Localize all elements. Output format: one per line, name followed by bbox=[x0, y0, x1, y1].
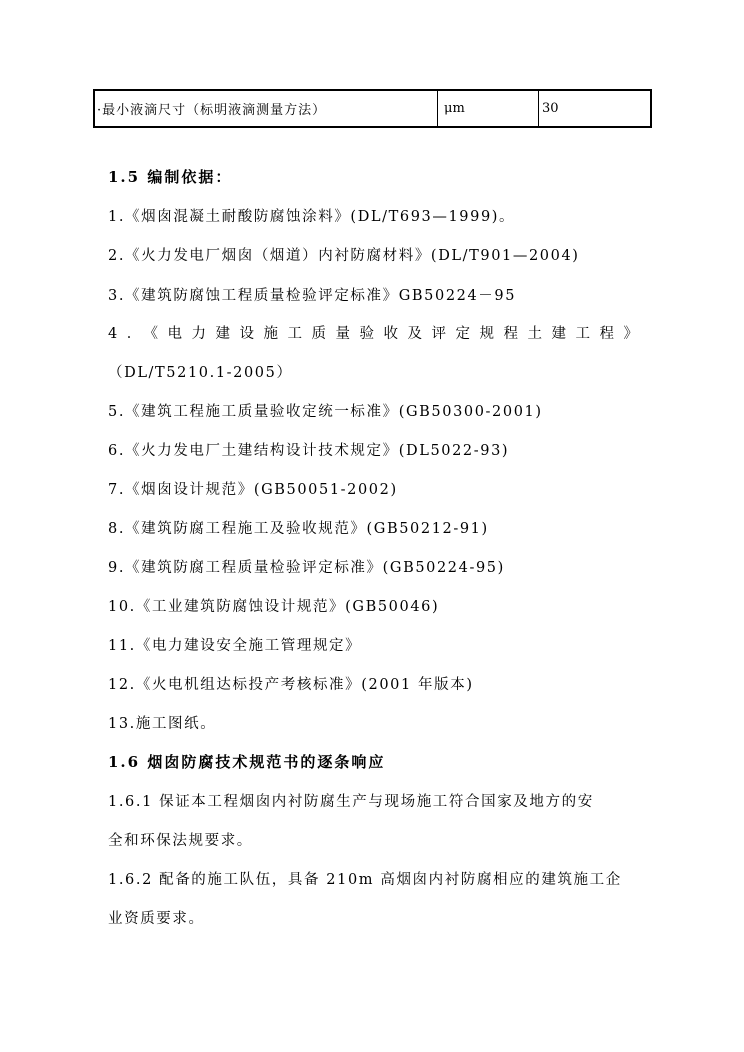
table-unit-cell: μm bbox=[438, 91, 539, 126]
table-value-cell: 30 bbox=[542, 101, 559, 116]
reference-item: 1.《烟囱混凝土耐酸防腐蚀涂料》(DL/T693—1999)。 bbox=[108, 209, 516, 225]
reference-item: 7.《烟囱设计规范》(GB50051-2002) bbox=[108, 482, 398, 498]
reference-item-continuation: （DL/T5210.1-2005） bbox=[108, 365, 293, 381]
table-item-cell: ·最小液滴尺寸（标明液滴测量方法） bbox=[95, 91, 438, 126]
response-paragraph-line: 全和环保法规要求。 bbox=[108, 833, 253, 849]
reference-item: 9.《建筑防腐工程质量检验评定标准》(GB50224-95) bbox=[108, 560, 505, 576]
reference-item: 8.《建筑防腐工程施工及验收规范》(GB50212-91) bbox=[108, 521, 489, 537]
section-heading-1-5: 1.5 编制依据： bbox=[108, 168, 233, 186]
reference-item: 4．《电力建设施工质量验收及评定规程土建工程》 bbox=[108, 326, 638, 342]
reference-item: 3.《建筑防腐蚀工程质量检验评定标准》GB50224－95 bbox=[108, 288, 517, 304]
spec-table bbox=[93, 89, 652, 128]
reference-item: 10.《工业建筑防腐蚀设计规范》(GB50046) bbox=[108, 599, 440, 615]
response-paragraph-line: 1.6.1 保证本工程烟囱内衬防腐生产与现场施工符合国家及地方的安 bbox=[108, 794, 594, 810]
reference-item: 13.施工图纸。 bbox=[108, 716, 217, 732]
response-paragraph-line: 1.6.2 配备的施工队伍，具备 210m 高烟囱内衬防腐相应的建筑施工企 bbox=[108, 872, 622, 888]
reference-item: 12.《火电机组达标投产考核标准》(2001 年版本) bbox=[108, 677, 474, 693]
section-heading-1-6: 1.6 烟囱防腐技术规范书的逐条响应 bbox=[108, 753, 386, 771]
reference-item: 5.《建筑工程施工质量验收定统一标准》(GB50300-2001) bbox=[108, 404, 543, 420]
reference-item: 11.《电力建设安全施工管理规定》 bbox=[108, 638, 362, 654]
reference-item: 2.《火力发电厂烟囱（烟道）内衬防腐材料》(DL/T901—2004) bbox=[108, 248, 580, 264]
reference-item: 6.《火力发电厂土建结构设计技术规定》(DL5022-93) bbox=[108, 443, 510, 459]
response-paragraph-line: 业资质要求。 bbox=[108, 911, 205, 927]
